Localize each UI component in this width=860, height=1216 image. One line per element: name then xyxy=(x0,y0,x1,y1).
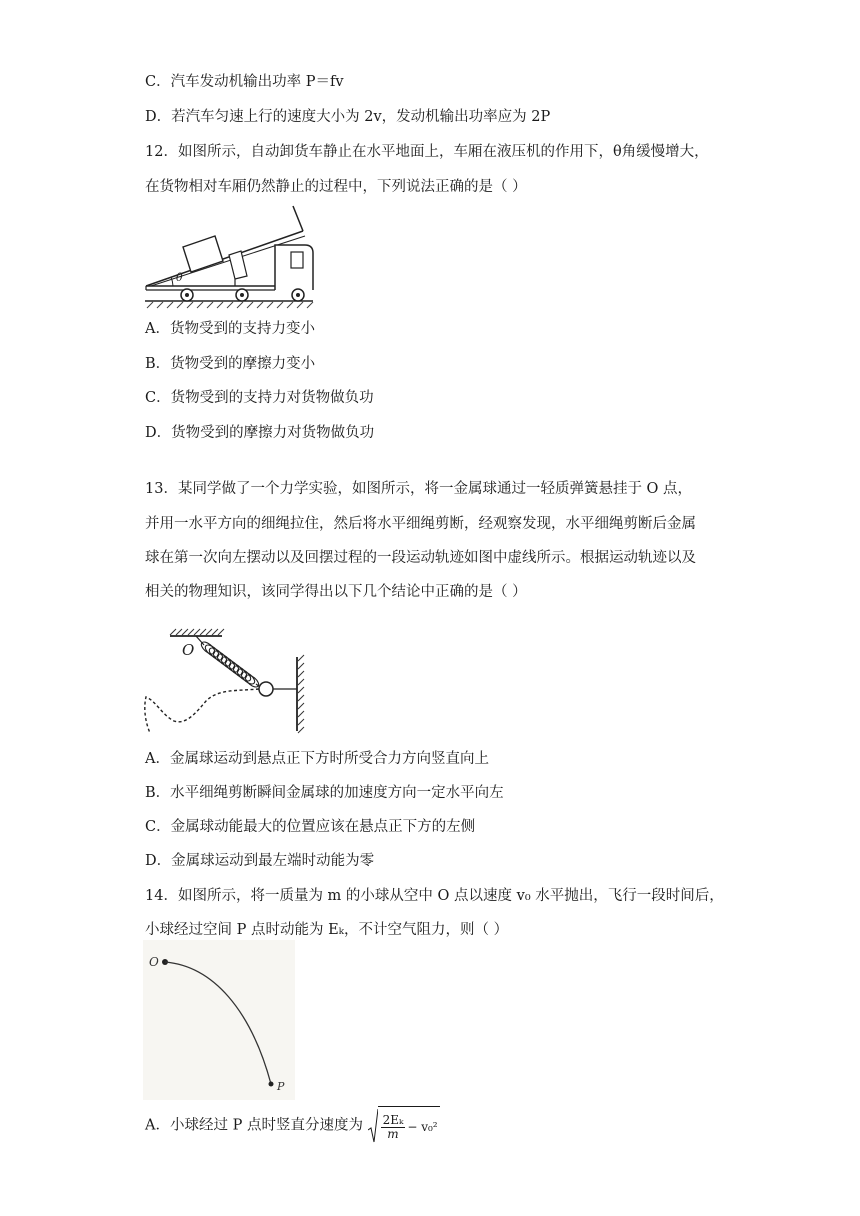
q11-option-c: C．汽车发动机输出功率 P＝fv xyxy=(145,74,344,90)
q14-stem-line1: 14．如图所示，将一质量为 m 的小球从空中 O 点以速度 v₀ 水平抛出，飞行一段时间后， xyxy=(145,888,724,904)
q11-option-d: D．若汽车匀速上行的速度大小为 2v，发动机输出功率应为 2P xyxy=(145,109,551,125)
q13-stem-line4: 相关的物理知识，该同学得出以下几个结论中正确的是（ ） xyxy=(145,584,527,600)
spring-pendulum-figure xyxy=(140,605,322,737)
q13-option-b: B．水平细绳剪断瞬间金属球的加速度方向一定水平向左 xyxy=(145,785,504,801)
q13-stem-line2: 并用一水平方向的细绳拉住，然后将水平细绳剪断，经观察发现，水平细绳剪断后金属 xyxy=(145,516,696,532)
q14-option-a-prefix: A．小球经过 P 点时竖直分速度为 xyxy=(145,1117,363,1134)
q13-stem-line3: 球在第一次向左摆动以及回摆过程的一段运动轨迹如图中虚线所示。根据运动轨迹以及 xyxy=(145,550,696,566)
q13-option-c: C．金属球动能最大的位置应该在悬点正下方的左侧 xyxy=(145,819,476,835)
q12-option-c: C．货物受到的支持力对货物做负功 xyxy=(145,390,374,406)
q13-option-a: A．金属球运动到悬点正下方时所受合力方向竖直向上 xyxy=(145,751,489,767)
q12-option-d: D．货物受到的摩擦力对货物做负功 xyxy=(145,425,375,441)
fraction-denominator: m xyxy=(387,1126,399,1141)
q12-stem-line1: 12．如图所示，自动卸货车静止在水平地面上，车厢在液压机的作用下，θ角缓慢增大， xyxy=(145,144,709,160)
q13-stem-line1: 13．某同学做了一个力学实验，如图所示，将一金属球通过一轻质弹簧悬挂于 O 点， xyxy=(145,481,693,497)
radical-sign-icon xyxy=(368,1108,378,1144)
dump-truck-figure xyxy=(143,203,315,310)
q12-option-b: B．货物受到的摩擦力变小 xyxy=(145,356,316,372)
q12-option-a: A．货物受到的支持力变小 xyxy=(145,321,315,337)
q14-stem-line2: 小球经过空间 P 点时动能为 Eₖ，不计空气阻力，则（ ） xyxy=(145,922,509,938)
sqrt-tail: − v₀² xyxy=(407,1120,438,1134)
fraction xyxy=(381,1114,406,1141)
point-o-label-14: O xyxy=(149,955,159,969)
point-p-label: P xyxy=(277,1080,285,1093)
point-o-label: O xyxy=(182,641,195,659)
q13-option-d: D．金属球运动到最左端时动能为零 xyxy=(145,853,375,869)
q14-option-a xyxy=(145,1106,440,1145)
theta-label: θ xyxy=(176,271,183,284)
fraction-numerator: 2Eₖ xyxy=(382,1112,404,1127)
q12-stem-line2: 在货物相对车厢仍然静止的过程中，下列说法正确的是（ ） xyxy=(145,179,527,195)
sqrt-expression xyxy=(368,1106,440,1145)
projectile-figure xyxy=(143,940,295,1100)
